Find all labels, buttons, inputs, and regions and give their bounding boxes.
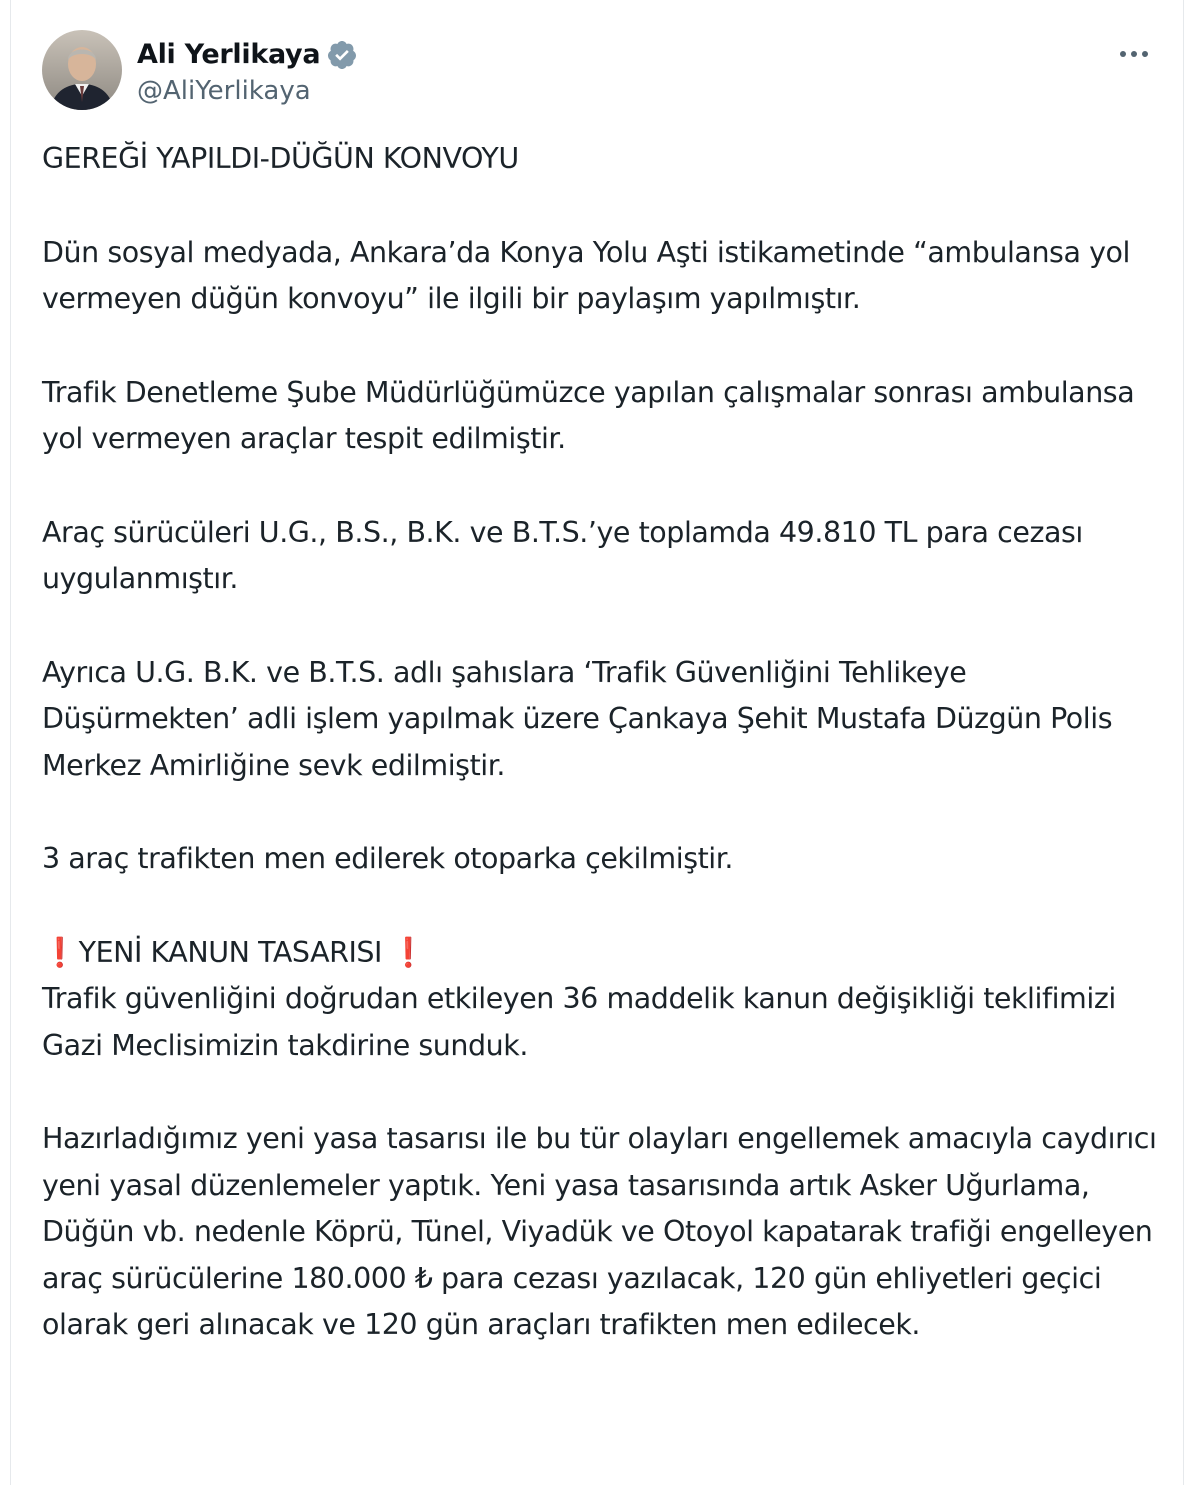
tweet-text (42, 136, 1162, 1396)
name-row (137, 35, 358, 75)
tweet-paragraph-2: Trafik Denetleme Şube Müdürlüğümüzce yapılan çalışmalar sonrası ambulansa yol vermeyen araçlar tespit edilmiştir. (42, 375, 1135, 455)
law-heading-text: YENİ KANUN TASARISI (78, 935, 383, 969)
author-display-name[interactable]: Ali Yerlikaya (137, 39, 321, 70)
author-identity (137, 35, 358, 106)
profile-photo-icon (42, 30, 122, 110)
tweet-header (42, 30, 358, 110)
tweet-paragraph-5: 3 araç trafikten men edilerek otoparka çekilmiştir. (42, 842, 734, 875)
author-handle[interactable]: @AliYerlikaya (137, 75, 311, 106)
verified-badge-icon (326, 39, 358, 71)
author-avatar[interactable] (42, 30, 122, 110)
tweet-title: GEREĞİ YAPILDI-DÜĞÜN KONVOYU (42, 142, 519, 175)
more-options-button[interactable] (1110, 36, 1158, 72)
tweet-paragraph-4: Ayrıca U.G. B.K. ve B.T.S. adlı şahıslara ‘Trafik Güvenliğini Tehlikeye Düşürmekten’ adli işlem yapılmak üzere Çankaya Şehit Mustafa Düzgün Polis Merkez Amirliğine sevk edilmiştir. (42, 655, 1113, 782)
tweet-paragraph-1: Dün sosyal medyada, Ankara’da Konya Yolu Aşti istikametinde “ambulansa yol vermeyen düğün konvoyu” ile ilgili bir paylaşım yapılmıştır. (42, 235, 1130, 315)
more-options-icon (1118, 49, 1150, 59)
exclamation-icon: ❗ (42, 935, 78, 969)
final-paragraph: Hazırladığımız yeni yasa tasarısı ile bu tür olayları engellemek amacıyla caydırıcı yeni yasal düzenlemeler yaptık. Yeni yasa tasarısında artık Asker Uğurlama, Düğün vb. nedenle Köprü, Tünel, Viyadük ve Otoyol kapatarak trafiği engelleyen araç sürücülerine 180.000 ₺ para cezası yazılacak, 120 gün ehliyetleri geçici olarak geri alınacak ve 120 gün araçları trafikten men edilecek. (42, 1122, 1157, 1341)
exclamation-icon: ❗ (390, 935, 426, 969)
tweet-paragraph-3: Araç sürücüleri U.G., B.S., B.K. ve B.T.S.’ye toplamda 49.810 TL para cezası uygulanmıştır. (42, 515, 1083, 595)
law-paragraph: Trafik güvenliğini doğrudan etkileyen 36 maddelik kanun değişikliği teklifimizi Gazi Meclisimizin takdirine sunduk. (42, 982, 1116, 1062)
law-heading (42, 930, 1162, 977)
